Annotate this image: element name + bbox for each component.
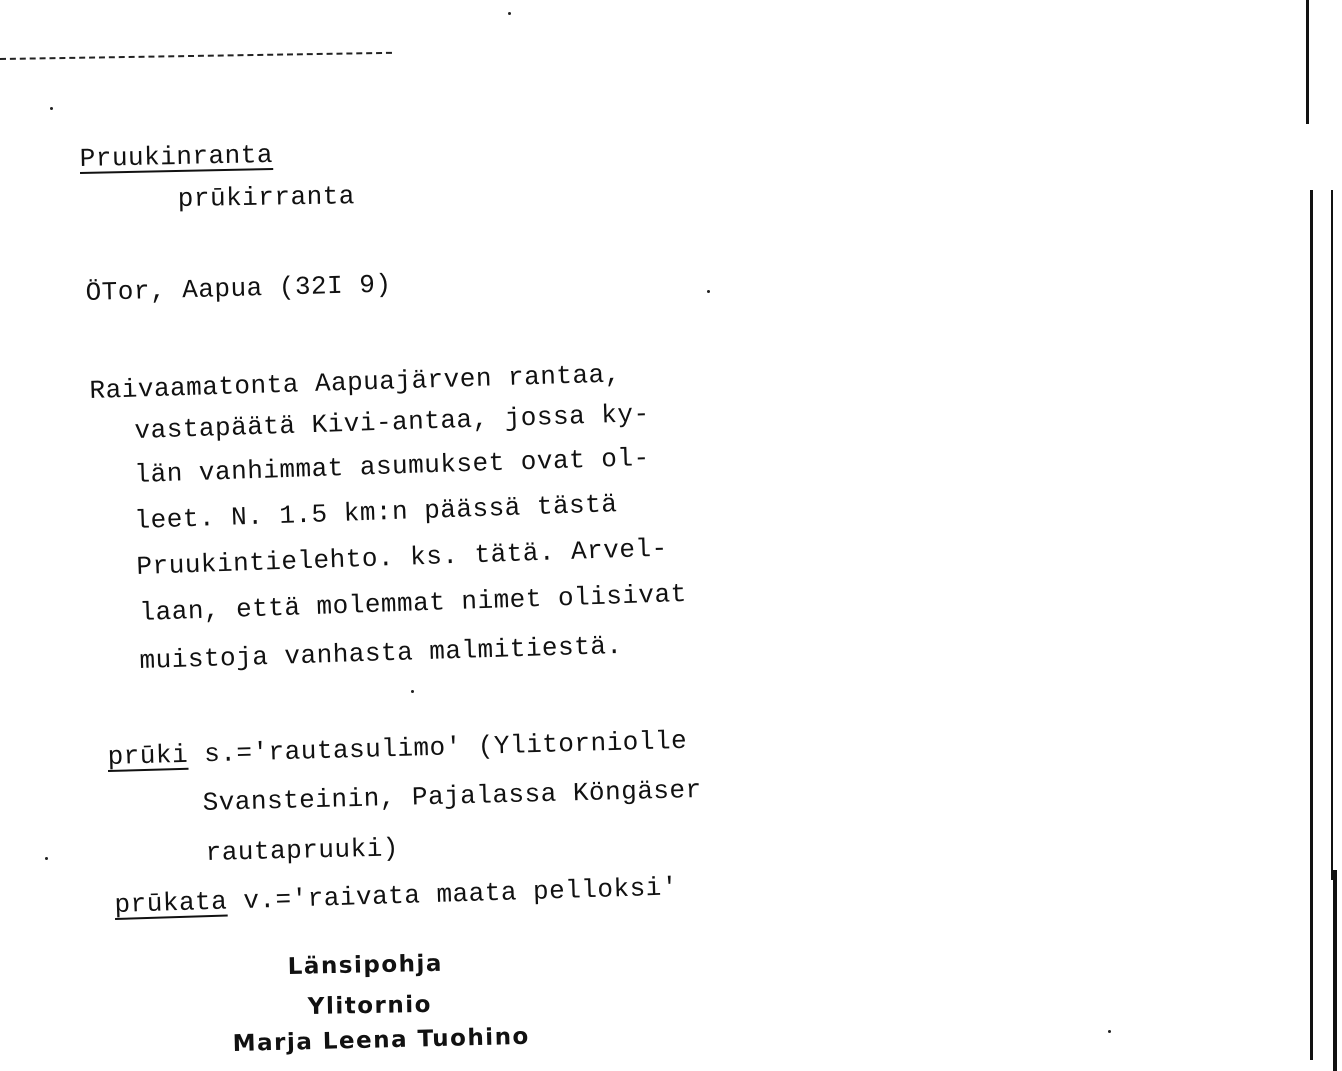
- description-line: Pruukintielehto. ks. tätä. Arvel-: [136, 533, 669, 582]
- word-entry: [114, 874, 678, 918]
- card-edge-line: [1333, 870, 1337, 1071]
- scan-speck: [45, 857, 48, 860]
- stamp-collector: Marja Leena Tuohino: [232, 1023, 531, 1057]
- scan-speck: [707, 290, 710, 293]
- description-line: laan, että molemmat nimet olisivat: [139, 578, 688, 628]
- word-definition: v.='raivata maata pelloksi': [226, 872, 679, 917]
- stamp-region: Länsipohja: [287, 950, 444, 980]
- card-edge-line: [1331, 190, 1333, 880]
- headword: Pruukinranta: [79, 139, 274, 174]
- scan-speck: [50, 107, 53, 110]
- word-term: prūki: [107, 739, 189, 772]
- card-edge-line: [1310, 190, 1313, 1060]
- scan-speck: [1108, 1030, 1111, 1033]
- stamp-parish: Ylitornio: [307, 991, 433, 1020]
- description-line: leet. N. 1.5 km:n päässä tästä: [134, 489, 618, 536]
- card-edge-line: [1306, 0, 1309, 124]
- top-dashed-rule: [0, 52, 392, 60]
- location: ÖTor, Aapua (32I 9): [85, 269, 392, 308]
- description-line: muistoja vanhasta malmitiestä.: [139, 630, 623, 676]
- word-definition: s.='rautasulimo' (Ylitorniolle: [187, 725, 688, 770]
- word-continuation: Svansteinin, Pajalassa Köngäser: [202, 774, 703, 818]
- description-line: län vanhimmat asumukset ovat ol-: [134, 442, 651, 490]
- pronunciation: prūkirranta: [177, 181, 356, 214]
- description-line: vastapäätä Kivi-antaa, jossa ky-: [134, 398, 651, 446]
- scan-speck: [411, 690, 414, 693]
- scan-speck: [508, 12, 511, 15]
- word-entry: [107, 725, 688, 772]
- description-line: Raivaamatonta Aapuajärven rantaa,: [89, 359, 622, 406]
- word-continuation: rautapruuki): [205, 833, 400, 868]
- word-term: prūkata: [114, 886, 228, 920]
